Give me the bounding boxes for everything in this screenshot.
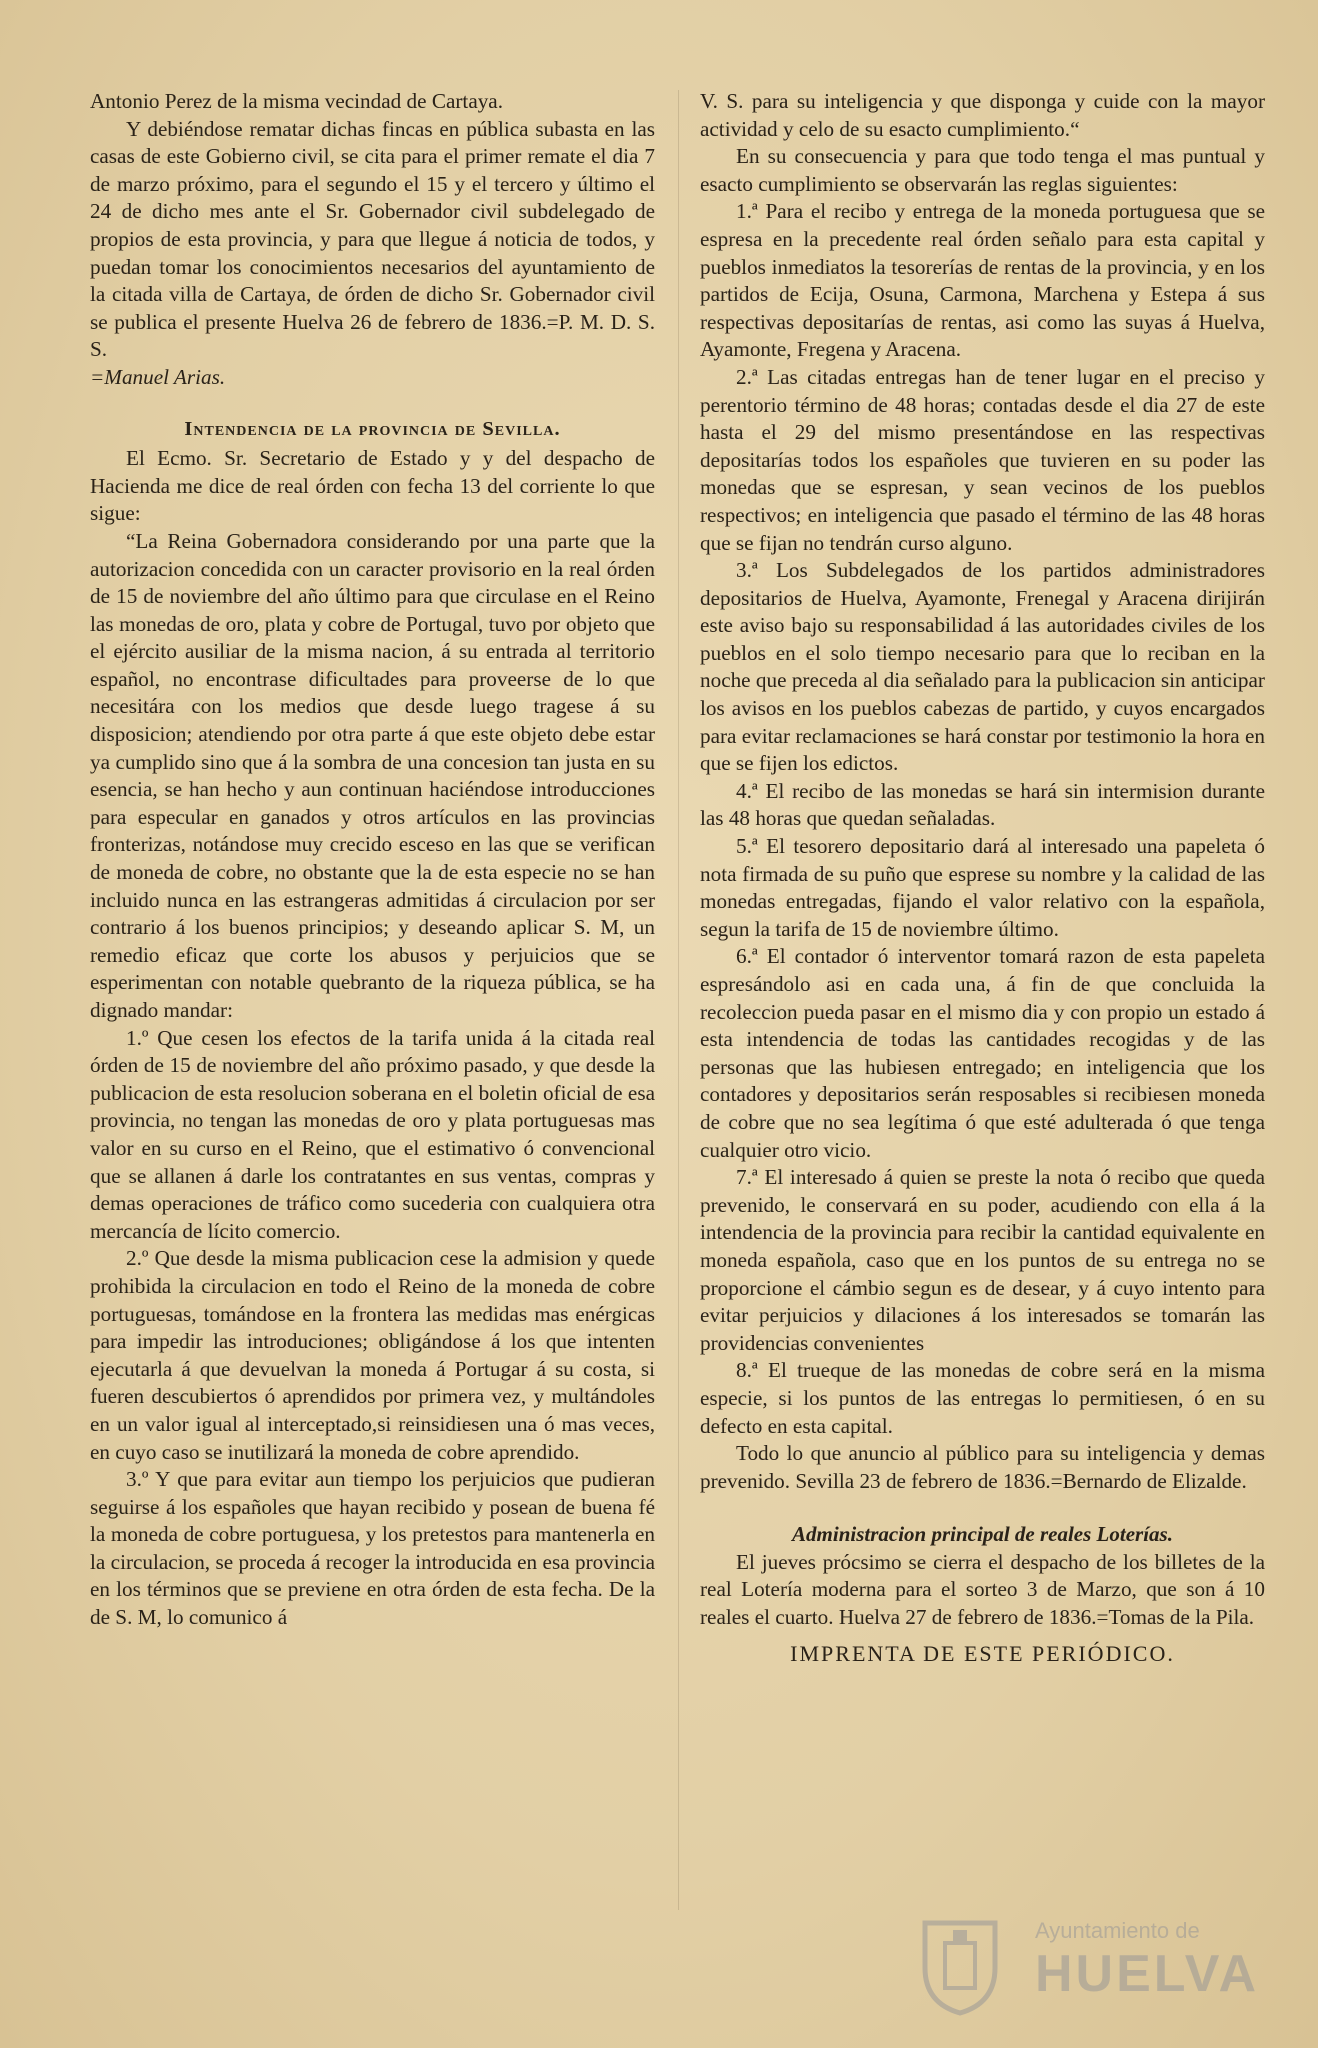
watermark-line1: Ayuntamiento de [1035, 1918, 1200, 1943]
order-item-3: 3.º Y que para evitar aun tiempo los perjuicios que pudieran seguirse á los españoles que hayan recibido y posean de buena fé la moneda de cobre portuguesa, y los pretestos para mantenerla en la circulacion, se proceda á recoger la introducida en esa provincia en los términos que se previene en otra órden de esta fecha. De la de S. M, lo comunico á [90, 1467, 655, 1630]
order-item-2: 2.º Que desde la misma publicacion cese la admision y quede prohibida la circulacion en todo el Reino de la moneda de cobre portuguesas, tomándose en la frontera las medidas mas enérgicas para impedir las introduciones; obligándose á los que intenten ejecutarla á que devuelvan la moneda á Portugar á su costa, si fueren descubiertos ó aprendidos por primera vez, y multándoles en un valor igual al interceptado,si reinsidiesen una ó mas veces, en cuyo caso se inutilizará la moneda de cobre aprendido. [90, 1246, 655, 1464]
order-item-1: 1.º Que cesen los efectos de la tarifa unida á la citada real órden de 15 de noviembre del año próximo pasado, y que desde la publicacion de esta resolucion soberana en el boletin oficial de esa provincia, no tengan las monedas de oro y plata portuguesas mas valor en su curso en el Reino, que el estimativo ó convencional que se allanen á darle los contratantes en sus ventas, compras y demas operaciones de tráfico como sucederia con cualquiera otra mercancía de lícito comercio. [90, 1025, 655, 1243]
rule-3: 3.ª Los Subdelegados de los partidos administradores depositarios de Huelva, Ayamonte, Frenegal y Aracena dirijirán este aviso bajo su responsabilidad á las autoridades civiles de los pueblos en el solo tiempo necesario para que lo reciban en la noche que preceda al dia señalado para la publicacion sin anticipar los avisos en los pueblos cabezas de partido, y cuyos encargados para evitar reclamaciones se hará constar por testimonio la hora en que se fijen los edictos. [700, 558, 1265, 776]
column-divider [678, 90, 679, 1910]
reina-paragraph: “La Reina Gobernadora considerando por una parte que la autorizacion concedida con un caracter provisorio en la real órden de 15 de noviembre del año último para que circulase en el Reino las monedas de oro, plata y cobre de Portugal, tuvo por objeto que el ejército ausiliar de la misma nacion, á su entrada al territorio español, no encontrase dificultades para proveerse de lo que necesitára con los medios que desde luego tragese á su disposicion; atendiendo por otra parte á que este objeto debe estar ya cumplido sino que á la sombra de una concesion tan justa en su esencia, se han hecho y aun continuan haciéndose introducciones para especular en ganados y otros artículos en las provincias fronterizas, notándose muy crecido esceso en las que se verifican de moneda de cobre, no obstante que la de esta especie no se han incluido nunca en las estrangeras admitidas á circulacion por ser contrario á los buenos principios; y deseando aplicar S. M, un remedio eficaz que corte los abusos y perjuicios que se esperimentan con notable quebranto de la riqueza pública, se ha dignado mandar: [90, 528, 655, 1022]
watermark-line2: HUELVA [1035, 1945, 1260, 2003]
rule-2: 2.ª Las citadas entregas han de tener lugar en el preciso y perentorio término de 48 horas; contadas desde el dia 27 de este hasta el 29 del mismo presentándose en las respectivas depositarías todos los españoles que tuvieren en su poder las monedas que se espresan, y sean vecinos de los pueblos respectivos; en inteligencia que pasado el término de las 48 horas que se fijan no tendrán curso alguno. [700, 364, 1265, 555]
intendencia-intro: El Ecmo. Sr. Secretario de Estado y y del despacho de Hacienda me dice de real órden con fecha 13 del corriente lo que sigue: [90, 446, 655, 526]
imprenta-footer: IMPRENTA DE ESTE PERIÓDICO. [790, 1640, 1175, 1666]
rule-4: 4.ª El recibo de las monedas se hará sin intermision durante las 48 horas que quedan señaladas. [700, 778, 1265, 831]
rule-1: 1.ª Para el recibo y entrega de la moneda portuguesa que se espresa en la precedente real órden señalo para esta capital y pueblos inmediatos la tesorerías de rentas de la provincia, y en los partidos de Ecija, Osuna, Carmona, Marchena y Estepa á sus respectivas depositarías de rentas, asi como las suyas á Huelva, Ayamonte, Fregena y Aracena. [700, 199, 1265, 362]
huelva-watermark [905, 1908, 1260, 2018]
continuation-text: V. S. para su inteligencia y que disponga y cuide con la mayor actividad y celo de su esacto cumplimiento.“ [700, 89, 1265, 141]
right-column [700, 88, 1265, 1667]
rule-7: 7.ª El interesado á quien se preste la nota ó recibo que queda prevenido, le conservará en su poder, acudiendo con ella á la intendencia de la provincia para recibir la cantidad equivalente en moneda española, caso que en los puntos de su entrega no se proporcione el cámbio segun es de desear, y á cuyo intento para evitar perjuicios y dilaciones á los interesados se tomarán las providencias convenientes [700, 1165, 1265, 1355]
notice-signature: =Manuel Arias. [90, 364, 226, 389]
left-column [90, 88, 655, 1632]
coat-of-arms-icon [905, 1908, 1015, 2018]
consecuencia-text: En su consecuencia y para que todo tenga el mas puntual y esacto cumplimiento se observarán las reglas siguientes: [700, 144, 1265, 196]
closing-text: Todo lo que anuncio al público para su inteligencia y demas prevenido. Sevilla 23 de febrero de 1836.=Bernardo de Elizalde. [700, 1441, 1265, 1493]
rule-8: 8.ª El trueque de las monedas de cobre será en la misma especie, si los puntos de las entregas lo permitiesen, ó en su defecto en esta capital. [700, 1358, 1265, 1438]
loterias-heading: Administracion principal de reales Loterías. [792, 1522, 1173, 1547]
rule-5: 5.ª El tesorero depositario dará al interesado una papeleta ó nota firmada de su puño que esprese su nombre y la calidad de las monedas entregadas, fijando el valor relativo con la española, segun la tarifa de 15 de noviembre último. [700, 834, 1265, 941]
rule-6: 6.ª El contador ó interventor tomará razon de esta papeleta espresándolo asi en cada una, á fin de que concluida la recoleccion pueda pasar en el mismo dia y con propio un estado á esta intendencia de todas las cantidades recogidas y de las personas que las hubiesen entregado; en inteligencia que los contadores y depositarios serán resposables si recibiesen moneda de cobre que no sea legítima ó que esté adulterada ó que tenga cualquier otro vicio. [700, 944, 1265, 1162]
intendencia-heading: Intendencia de la provincia de Sevilla. [184, 417, 561, 440]
opening-line: Antonio Perez de la misma vecindad de Cartaya. [90, 89, 504, 113]
notice-paragraph: Y debiéndose rematar dichas fincas en pública subasta en las casas de este Gobierno civil, se cita para el primer remate el dia 7 de marzo próximo, para el segundo el 15 y el tercero y último el 24 de dicho mes ante el Sr. Gobernador civil subdelegado de propios de esta provincia, y para que llegue á noticia de todos, y puedan tomar los conocimientos necesarios del ayuntamiento de la citada villa de Cartaya, de órden de dicho Sr. Gobernador civil se publica el presente Huelva 26 de febrero de 1836.=P. M. D. S. S. [90, 116, 655, 362]
loterias-text: El jueves prócsimo se cierra el despacho de los billetes de la real Lotería moderna para el sorteo 3 de Marzo, que son á 10 reales el cuarto. Huelva 27 de febrero de 1836.=Tomas de la Pila. [700, 1549, 1265, 1630]
